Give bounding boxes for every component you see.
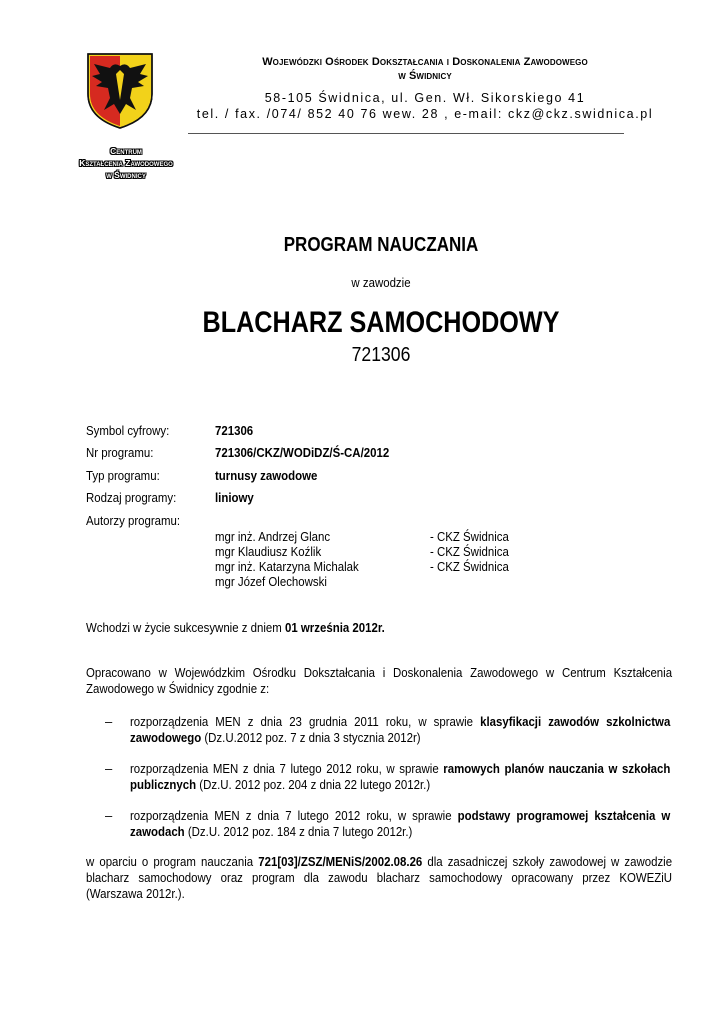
author-org: - CKZ Świdnica xyxy=(430,529,509,544)
detail-value-kind: liniowy xyxy=(215,490,254,505)
regulation-text: rozporządzenia MEN z dnia 7 lutego 2012 roku, w sprawie xyxy=(130,808,458,823)
list-bullet: – xyxy=(105,761,113,776)
author-org: - CKZ Świdnica xyxy=(430,544,509,559)
detail-label-kind: Rodzaj programy: xyxy=(86,490,177,505)
effective-date-value: 01 września 2012r. xyxy=(285,620,385,635)
regulation-item xyxy=(130,714,670,746)
detail-label-type: Typ programu: xyxy=(86,468,160,483)
list-bullet: – xyxy=(105,714,113,729)
author-org: - CKZ Świdnica xyxy=(430,559,509,574)
regulation-subject: ramowych planów nauczania w szkołach publicznych xyxy=(130,761,671,792)
author-name: mgr inż. Andrzej Glanc xyxy=(215,529,331,544)
author-name: mgr inż. Katarzyna Michalak xyxy=(215,559,359,574)
regulation-subject: podstawy programowej kształcenia w zawodach xyxy=(130,808,671,839)
regulation-item xyxy=(130,808,670,840)
ckz-logo-line1: Centrum xyxy=(110,146,142,156)
profession-title: BLACHARZ SAMOCHODOWY xyxy=(202,306,560,339)
detail-label-number: Nr programu: xyxy=(86,445,154,460)
author-name: mgr Józef Olechowski xyxy=(215,574,327,589)
institution-address: 58-105 Świdnica, ul. Gen. Wł. Sikorskiego 41 xyxy=(264,91,586,105)
regulation-source: (Dz.U. 2012 poz. 184 z dnia 7 lutego 2012r.) xyxy=(184,824,413,839)
effective-date-text: Wchodzi w życie sukcesywnie z dniem xyxy=(86,620,286,635)
regulation-source: (Dz.U. 2012 poz. 204 z dnia 22 lutego 2012r.) xyxy=(196,777,431,792)
basis-text: w oparciu o program nauczania xyxy=(86,854,259,869)
detail-label-symbol: Symbol cyfrowy: xyxy=(86,423,170,438)
program-title: PROGRAM NAUCZANIA xyxy=(283,234,479,256)
institution-city: w Świdnicy xyxy=(398,70,452,82)
effective-date-line xyxy=(86,620,385,636)
regulation-text: rozporządzenia MEN z dnia 7 lutego 2012 roku, w sprawie xyxy=(130,761,444,776)
detail-value-type: turnusy zawodowe xyxy=(215,468,318,483)
regulation-subject: klasyfikacji zawodów szkolnictwa zawodowego xyxy=(130,714,671,745)
basis-text-rest: dla zasadniczej szkoły zawodowej w zawodzie blacharz samochodowy oraz program dla zawodu blacharz samochodowy opracowany przez KOWEZiU (Warszawa 2012r.). xyxy=(86,854,673,901)
profession-code: 721306 xyxy=(351,344,411,366)
basis-program-code: 721[03]/ZSZ/MENiS/2002.08.26 xyxy=(258,854,423,869)
author-name: mgr Klaudiusz Koźlik xyxy=(215,544,322,559)
ckz-logo-line2: Kształcenia Zawodowego xyxy=(79,158,173,168)
list-bullet: – xyxy=(105,808,113,823)
institution-contact: tel. / fax. /074/ 852 40 76 wew. 28 , e-mail: ckz@ckz.swidnica.pl xyxy=(196,107,654,121)
basis-paragraph xyxy=(86,854,672,902)
in-profession-label: w zawodzie xyxy=(351,275,411,290)
coat-of-arms-logo xyxy=(86,52,154,130)
header-divider xyxy=(188,133,624,134)
authors-label: Autorzy programu: xyxy=(86,513,181,528)
regulation-text: rozporządzenia MEN z dnia 23 grudnia 2011 roku, w sprawie xyxy=(130,714,481,729)
institution-name: Wojewódzki Ośrodek Dokształcania i Doskonalenia Zawodowego xyxy=(262,56,588,68)
regulation-item xyxy=(130,761,670,793)
detail-value-number: 721306/CKZ/WODiDZ/Ś-CA/2012 xyxy=(215,445,390,460)
ckz-logo-line3: w Świdnicy xyxy=(106,170,146,180)
detail-value-symbol: 721306 xyxy=(215,423,254,438)
regulation-source: (Dz.U.2012 poz. 7 z dnia 3 stycznia 2012r) xyxy=(201,730,421,745)
prepared-paragraph: Opracowano w Wojewódzkim Ośrodku Dokształcania i Doskonalenia Zawodowego w Centrum Kształcenia Zawodowego w Świdnicy zgodnie z: xyxy=(86,665,673,696)
